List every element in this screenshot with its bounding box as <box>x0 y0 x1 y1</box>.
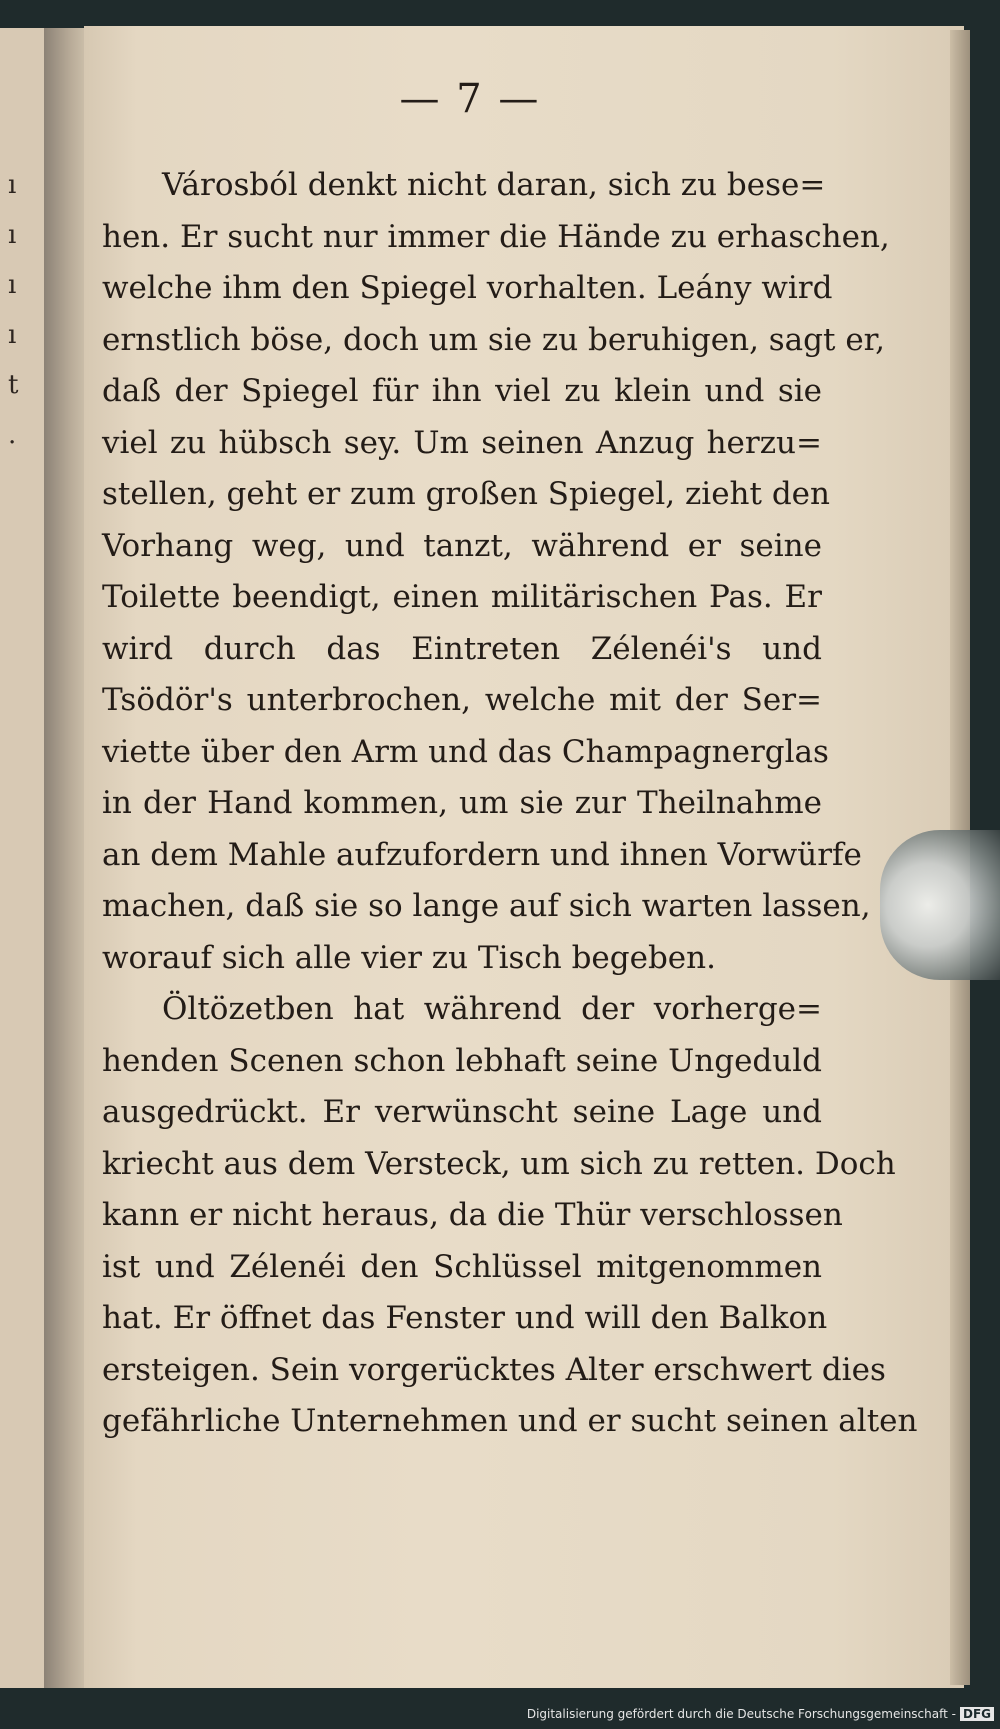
left-page-mark: ı <box>8 220 17 250</box>
dfg-logo: DFG <box>960 1707 994 1721</box>
text-line: gefährliche Unternehmen und er sucht seinen alten <box>102 1403 918 1439</box>
text-line: ernstlich böse, doch um sie zu beruhigen, sagt er, <box>102 321 885 358</box>
text-line: hat. Er öffnet das Fenster und will den Balkon <box>102 1300 828 1336</box>
book-gutter <box>44 28 88 1688</box>
text-line: kriecht aus dem Versteck, um sich zu retten. Doch <box>102 1145 896 1182</box>
text-line: welche ihm den Spiegel vorhalten. Leány wird <box>102 270 833 306</box>
text-line: worauf sich alle vier zu Tisch begeben. <box>102 939 716 976</box>
page-clip <box>880 830 1000 980</box>
text-line: Vorhang weg, und tanzt, während er seine <box>102 527 822 564</box>
left-page-mark: ı <box>8 320 17 350</box>
left-page-marks <box>8 160 38 460</box>
text-line: viel zu hübsch sey. Um seinen Anzug herzu= <box>102 424 822 461</box>
text-line: ausgedrückt. Er verwünscht seine Lage und <box>102 1094 822 1130</box>
left-page-mark: ı <box>8 270 17 300</box>
text-line: wird durch das Eintreten Zélenéi's und <box>102 630 822 667</box>
left-page-mark: ı <box>8 170 17 200</box>
text-line: in der Hand kommen, um sie zur Theilnahme <box>102 785 822 821</box>
text-line: henden Scenen schon lebhaft seine Ungeduld <box>102 1042 822 1079</box>
footer-credit: Digitalisierung gefördert durch die Deutsche Forschungsgemeinschaft - <box>526 1707 956 1721</box>
text-line: viette über den Arm und das Champagnerglas <box>102 733 829 770</box>
text-line: Öltözetben hat während der vorherge= <box>162 991 822 1027</box>
text-line: ersteigen. Sein vorgerücktes Alter erschwert dies <box>102 1351 886 1388</box>
body-text <box>102 160 918 1448</box>
footer <box>527 1707 994 1721</box>
text-line: Toilette beendigt, einen militärischen Pas. Er <box>102 579 822 615</box>
left-page-mark: t <box>8 370 19 400</box>
text-line: Városból denkt nicht daran, sich zu bese= <box>162 167 826 203</box>
text-line: ist und Zélenéi den Schlüssel mitgenommen <box>102 1248 822 1285</box>
text-line: hen. Er sucht nur immer die Hände zu erhaschen, <box>102 218 890 255</box>
text-line: an dem Mahle aufzufordern und ihnen Vorwürfe <box>102 836 862 873</box>
text-line: Tsödör's unterbrochen, welche mit der Ser= <box>102 682 822 718</box>
page-number: — 7 — <box>399 76 541 122</box>
text-line: daß der Spiegel für ihn viel zu klein und sie <box>102 373 822 409</box>
left-page-mark: . <box>8 420 17 450</box>
text-line: kann er nicht heraus, da die Thür verschlossen <box>102 1197 843 1233</box>
text-line: stellen, geht er zum großen Spiegel, zieht den <box>102 476 830 512</box>
text-line: machen, daß sie so lange auf sich warten lassen, <box>102 888 871 924</box>
